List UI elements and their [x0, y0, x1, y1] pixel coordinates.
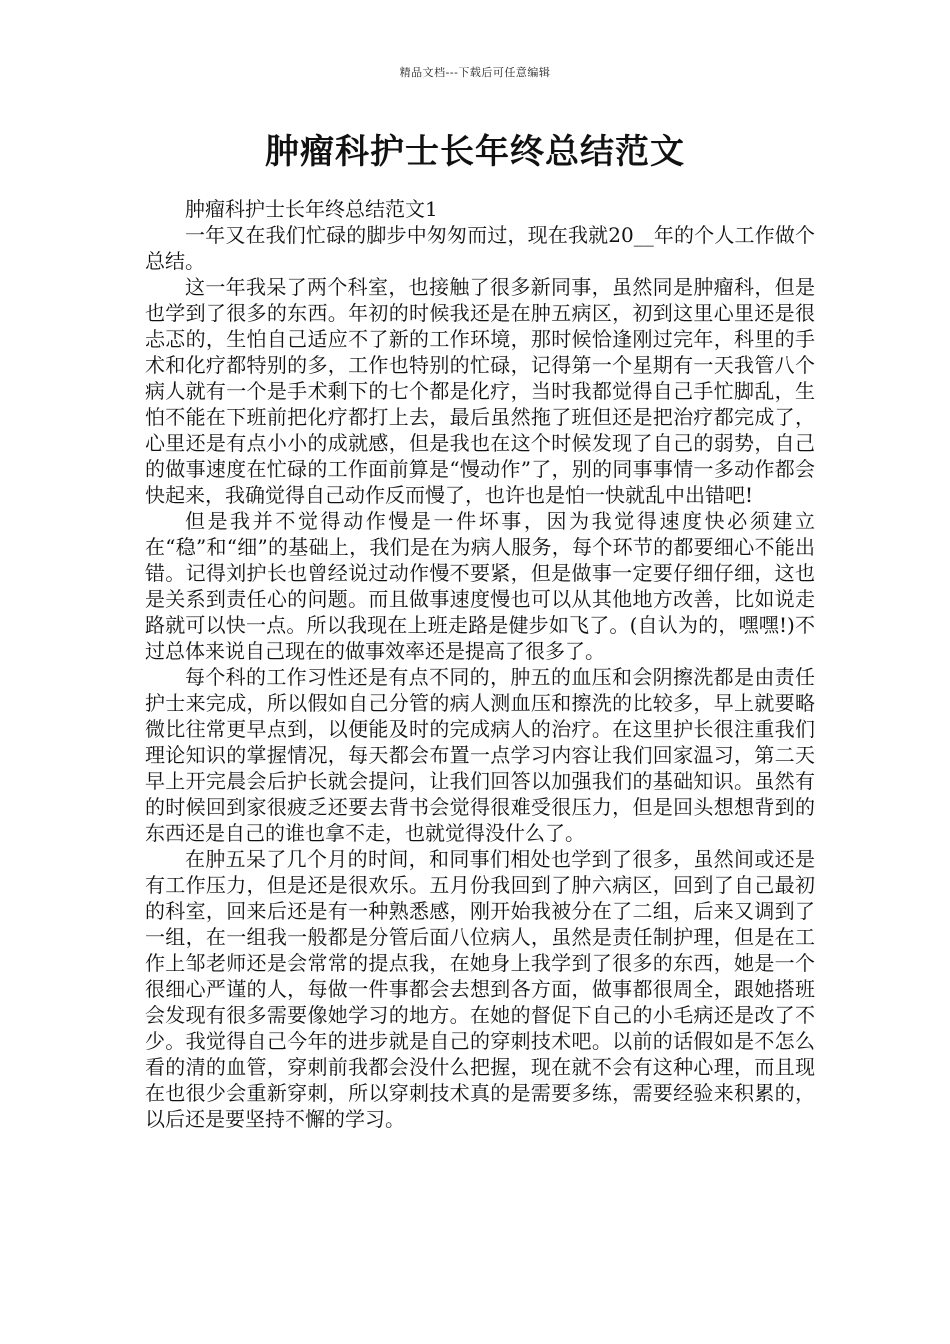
document-title: 肿瘤科护士长年终总结范文	[265, 132, 685, 172]
header-note: 精品文档---下载后可任意编辑	[399, 66, 551, 79]
paragraph: 这一年我呆了两个科室，也接触了很多新同事，虽然同是肿瘤科，但是也学到了很多的东西。年初的时候我还是在肿五病区，初到这里心里还是很忐忑的，生怕自己适应不了新的工作环境，那时候恰逢刚过完年，科里的手术和化疗都特别的多，工作也特别的忙碌，记得第一个星期有一天我管八个病人就有一个是手术剩下的七个都是化疗，当时我都觉得自己手忙脚乱，生怕不能在下班前把化疗都打上去，最后虽然拖了班但还是把治疗都完成了，心里还是有点小小的成就感，但是我也在这个时候发现了自己的弱势，自己的做事速度在忙碌的工作面前算是“慢动作”了，别的同事事情一多动作都会快起来，我确觉得自己动作反而慢了，也许也是怕一快就乱中出错吧!	[145, 275, 815, 507]
document-body	[145, 196, 815, 1132]
paragraph: 但是我并不觉得动作慢是一件坏事，因为我觉得速度快必须建立在“稳”和“细”的基础上，我们是在为病人服务，每个环节的都要细心不能出错。记得刘护长也曾经说过动作慢不要紧，但是做事一定要仔细仔细，这也是关系到责任心的问题。而且做事速度慢也可以从其他地方改善，比如说走路就可以快一点。所以我现在上班走路是健步如飞了。(自认为的，嘿嘿!)不过总体来说自己现在的做事效率还是提高了很多了。	[145, 509, 815, 663]
paragraph: 一年又在我们忙碌的脚步中匆匆而过，现在我就20__年的个人工作做个总结。	[145, 223, 815, 273]
section-subheading: 肿瘤科护士长年终总结范文1	[185, 197, 438, 221]
paragraph: 在肿五呆了几个月的时间，和同事们相处也学到了很多，虽然间或还是有工作压力，但是还是很欢乐。五月份我回到了肿六病区，回到了自己最初的科室，回来后还是有一种熟悉感，刚开始我被分在了二组，后来又调到了一组，在一组我一般都是分管后面八位病人，虽然是责任制护理，但是在工作上邹老师还是会常常的提点我，在她身上我学到了很多的东西，她是一个很细心严谨的人，每做一件事都会去想到各方面，做事都很周全，跟她搭班会发现有很多需要像她学习的地方。在她的督促下自己的小毛病还是改了不少。我觉得自己今年的进步就是自己的穿刺技术吧。以前的话假如是不怎么看的清的血管，穿刺前我都会没什么把握，现在就不会有这种心理，而且现在也很少会重新穿刺，所以穿刺技术真的是需要多练，需要经验来积累的，以后还是要坚持不懈的学习。	[145, 847, 815, 1131]
paragraph: 每个科的工作习性还是有点不同的，肿五的血压和会阴擦洗都是由责任护士来完成，所以假如自己分管的病人测血压和擦洗的比较多，早上就要略微比往常更早点到，以便能及时的完成病人的治疗。在这里护长很注重我们理论知识的掌握情况，每天都会布置一点学习内容让我们回家温习，第二天早上开完晨会后护长就会提问，让我们回答以加强我们的基础知识。虽然有的时候回到家很疲乏还要去背书会觉得很难受很压力，但是回头想想背到的东西还是自己的谁也拿不走，也就觉得没什么了。	[145, 665, 815, 845]
